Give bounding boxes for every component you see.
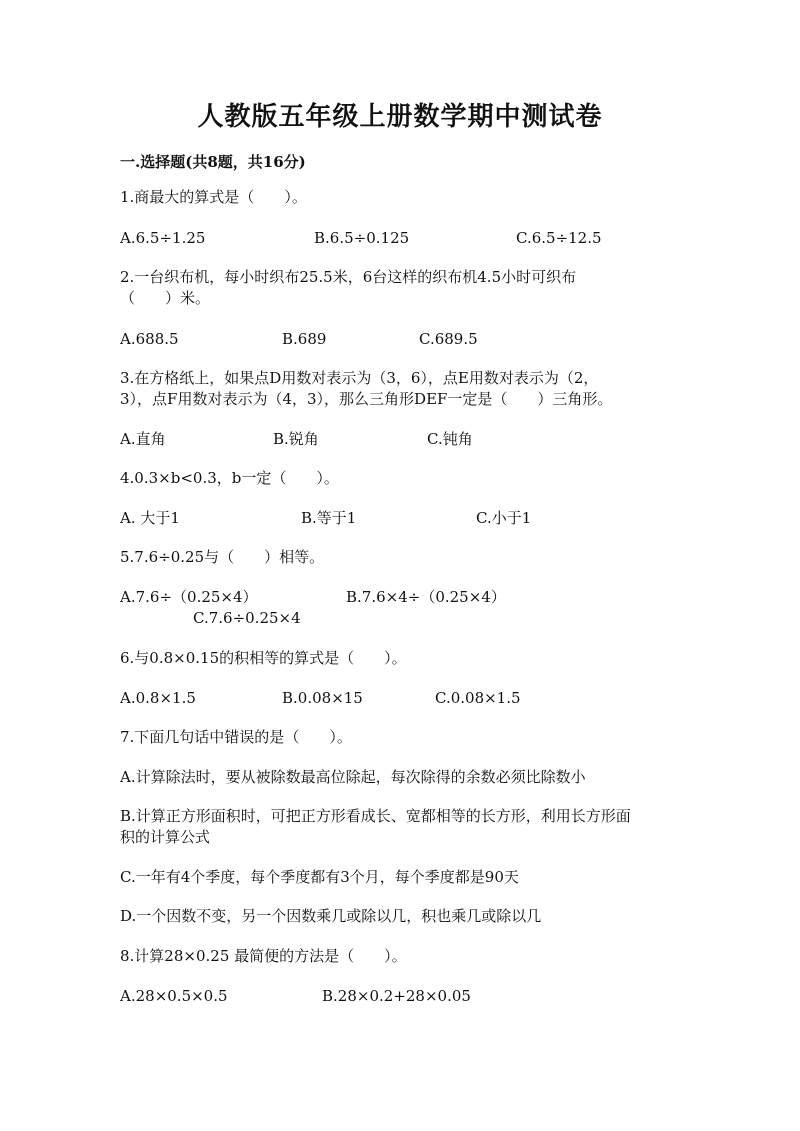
question-2-option-b: B.689 [282, 330, 327, 348]
question-3-stem-line-1: 3.在方格纸上，如果点D用数对表示为（3，6），点E用数对表示为（2， [120, 369, 599, 387]
question-4-option-a: A. 大于1 [120, 509, 180, 527]
question-7-option-a: A.计算除法时，要从被除数最高位除起，每次除得的余数必须比除数小 [120, 768, 586, 786]
question-4-option-c: C.小于1 [476, 509, 532, 527]
question-6-stem: 6.与0.8×0.15的积相等的算式是（ ）。 [120, 649, 407, 667]
question-5-stem: 5.7.6÷0.25与（ ）相等。 [120, 548, 325, 566]
question-2-stem-line-1: 2.一台织布机，每小时织布25.5米，6台这样的织布机4.5小时可织布 [120, 268, 577, 286]
question-2-option-a: A.688.5 [120, 330, 179, 348]
question-7-option-d: D.一个因数不变，另一个因数乘几或除以几，积也乘几或除以几 [120, 907, 542, 925]
question-5-option-a: A.7.6÷（0.25×4） [120, 588, 258, 606]
question-3-stem-line-2: 3），点F用数对表示为（4，3），那么三角形DEF一定是（ ）三角形。 [120, 390, 613, 408]
question-6-option-c: C.0.08×1.5 [435, 689, 521, 707]
question-4-stem: 4.0.3×b<0.3，b一定（ ）。 [120, 469, 339, 487]
question-2-stem-line-2: （ ）米。 [120, 289, 211, 307]
question-3-option-a: A.直角 [120, 430, 166, 448]
question-5-option-c: C.7.6÷0.25×4 [193, 609, 301, 627]
question-8-option-b: B.28×0.2+28×0.05 [322, 987, 471, 1005]
question-7-stem: 7.下面几句话中错误的是（ ）。 [120, 728, 352, 746]
question-1-stem: 1.商最大的算式是（ ）。 [120, 188, 307, 206]
question-1-option-a: A.6.5÷1.25 [120, 229, 206, 247]
question-3-option-c: C.钝角 [427, 430, 473, 448]
question-8-option-a: A.28×0.5×0.5 [120, 987, 228, 1005]
question-7-option-b-line-2: 积的计算公式 [120, 828, 211, 846]
question-1-option-b: B.6.5÷0.125 [314, 229, 410, 247]
question-2-option-c: C.689.5 [419, 330, 478, 348]
section-heading: 一.选择题(共8题，共16分) [120, 153, 306, 171]
question-7-option-c: C.一年有4个季度，每个季度都有3个月，每个季度都是90天 [120, 868, 519, 886]
question-6-option-a: A.0.8×1.5 [120, 689, 196, 707]
question-6-option-b: B.0.08×15 [282, 689, 363, 707]
question-8-stem: 8.计算28×0.25 最简便的方法是（ ）。 [120, 947, 407, 965]
question-5-option-b: B.7.6×4÷（0.25×4） [346, 588, 506, 606]
question-3-option-b: B.锐角 [273, 430, 319, 448]
question-4-option-b: B.等于1 [301, 509, 357, 527]
question-1-option-c: C.6.5÷12.5 [516, 229, 602, 247]
question-7-option-b-line-1: B.计算正方形面积时，可把正方形看成长、宽都相等的长方形，利用长方形面 [120, 807, 631, 825]
page-title: 人教版五年级上册数学期中测试卷 [197, 102, 603, 132]
